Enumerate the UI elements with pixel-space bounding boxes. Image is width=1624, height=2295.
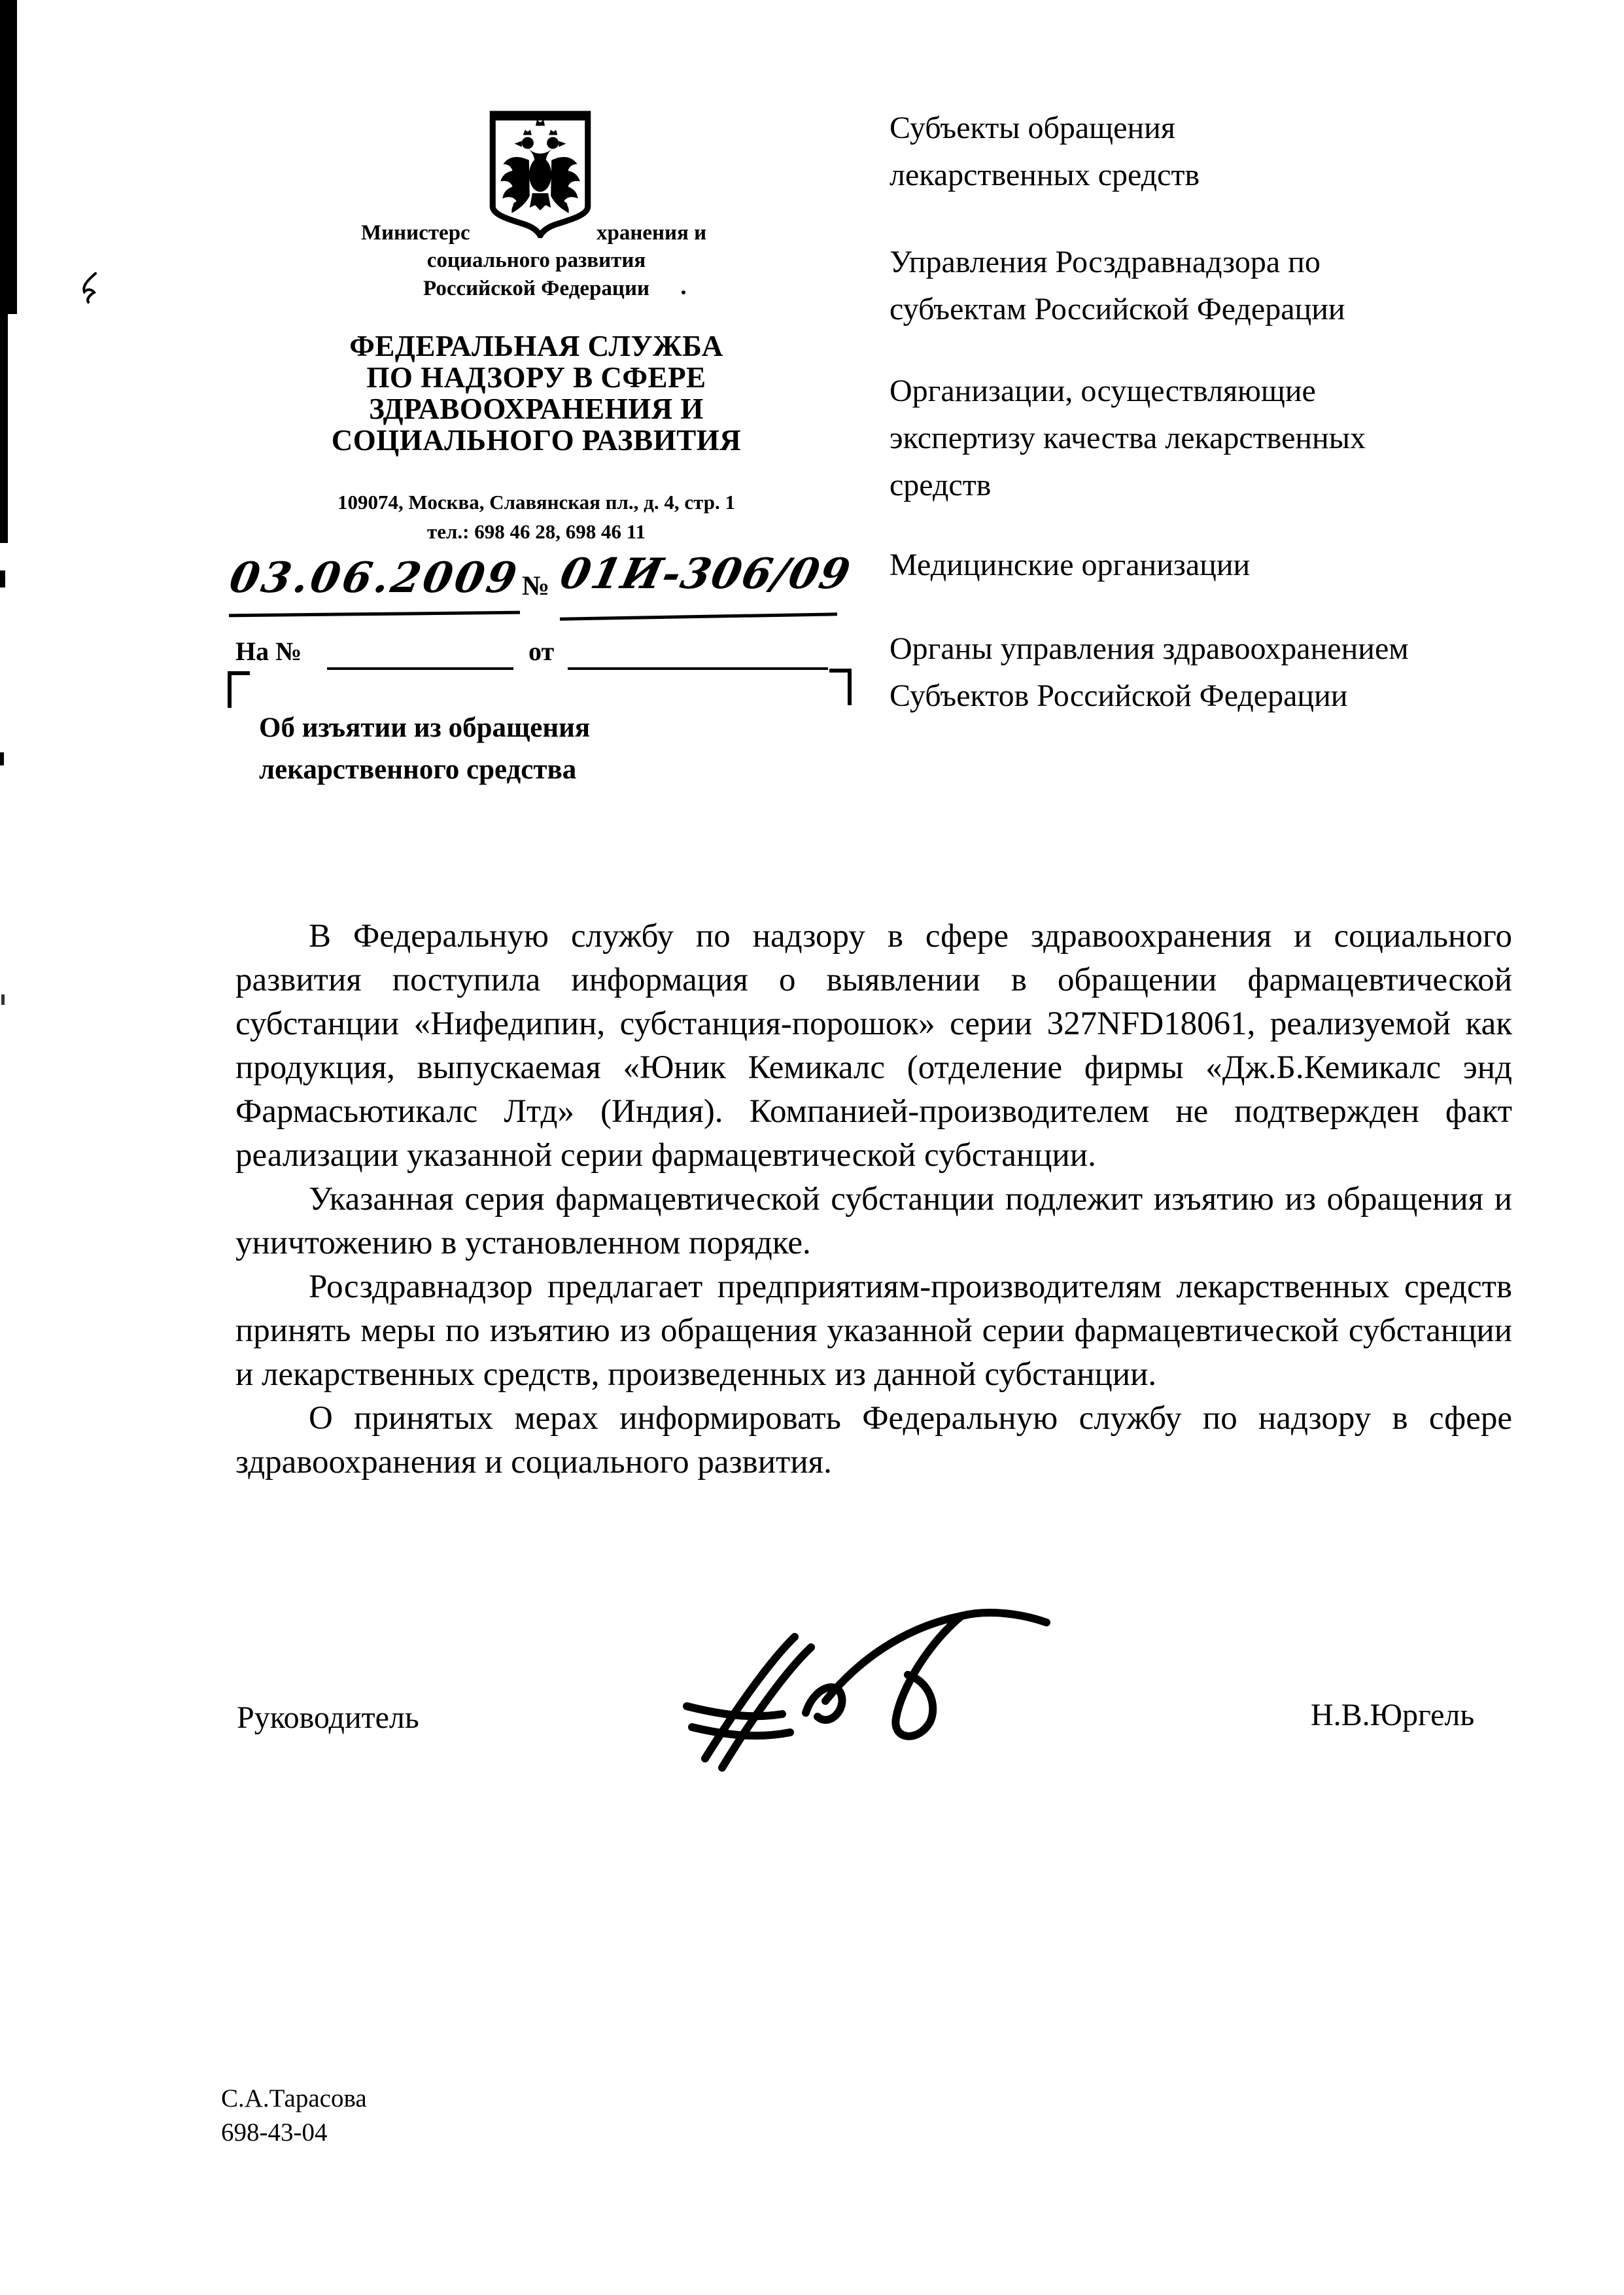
address-line: 109074, Москва, Славянская пл., д. 4, стр. 1	[337, 491, 735, 514]
subject-line1: Об изъятии из обращения	[259, 712, 591, 743]
recipient-line: субъектам Российской Федерации	[890, 292, 1345, 326]
scan-artifact-bar	[0, 314, 8, 543]
body-paragraph: Указанная серия фармацевтической субстанции подлежит изъятию из обращения и уничтожению в установленном порядке.	[235, 1181, 1512, 1261]
body-paragraph: Росздравнадзор предлагает предприятиям-производителям лекарственных средств принять меры по изъятию из обращения указанной серии фармацевтической субстанции и лекарственных средств, произведенных из данной субстанции.	[235, 1269, 1512, 1393]
addressee-corner-bracket-right	[829, 669, 852, 705]
numero-sign: №	[522, 571, 550, 601]
service-title-line3: ЗДРАВООХРАНЕНИЯ И	[369, 393, 704, 425]
reply-from-label: от	[528, 637, 555, 666]
addressee-corner-bracket-left	[228, 671, 250, 708]
recipient-line: Организации, осуществляющие	[890, 374, 1316, 408]
ministry-name-line2: социального развития	[426, 249, 646, 272]
service-title-line4: СОЦИАЛЬНОГО РАЗВИТИЯ	[331, 424, 742, 457]
recipient-block	[890, 542, 1250, 589]
recipient-block	[890, 105, 1200, 199]
subject-line2: лекарственного средства	[259, 754, 577, 785]
squiggle-mark	[73, 270, 102, 305]
service-title-line1: ФЕДЕРАЛЬНАЯ СЛУЖБА	[349, 330, 723, 362]
phone-line: тел.: 698 46 28, 698 46 11	[427, 520, 646, 543]
executor-name: С.А.Тарасова	[221, 2084, 367, 2112]
body-paragraph: В Федеральную службу по надзору в сфере здравоохранения и социального развития поступила информация о выявлении в обращении фармацевтической субстанции «Нифедипин, субстанция-порошок» серии 327NFD18061, реализуемой как продукция, выпускаемая «Юник Кемикалс (отделение фирмы «Дж.Б.Кемикалс энд Фармасьютикалс Лтд» (Индия). Компанией-производителем не подтвержден факт реализации указанной серии фармацевтической субстанции.	[235, 918, 1512, 1174]
recipient-line: средств	[890, 468, 992, 502]
scan-artifact-speck	[0, 570, 5, 587]
ministry-name-line3: Российской Федерации	[423, 277, 649, 300]
ref-number-underline	[560, 612, 837, 620]
scan-artifact-speck	[1, 994, 5, 1005]
ministry-name-line1-right: хранения и	[596, 221, 707, 245]
executor-phone: 698-43-04	[221, 2118, 328, 2146]
recipient-line: экспертизу качества лекарственных	[890, 421, 1366, 455]
recipient-line: Субъекты обращения	[890, 111, 1175, 145]
reply-number-blank	[327, 667, 513, 670]
ref-number-handwritten: 01И-306/09	[556, 550, 856, 599]
recipient-block	[890, 625, 1409, 720]
recipient-line: Управления Росздравнадзора по	[890, 245, 1321, 279]
signer-name: Н.В.Юргель	[1311, 1698, 1475, 1732]
reply-number-label: На №	[235, 637, 302, 666]
reply-date-blank	[568, 667, 828, 670]
signer-title: Руководитель	[237, 1700, 419, 1735]
letter-body	[235, 915, 1512, 1484]
recipient-line: Субъектов Российской Федерации	[890, 678, 1348, 713]
recipient-block	[890, 368, 1366, 509]
recipient-line: Медицинские организации	[890, 548, 1251, 582]
ref-date-handwritten: 03.06.2009	[226, 553, 523, 603]
ref-date-underline	[229, 611, 520, 618]
scan-artifact-dot	[682, 290, 685, 294]
service-title-line2: ПО НАДЗОРУ В СФЕРЕ	[366, 361, 706, 394]
russia-coat-of-arms-icon	[487, 109, 594, 238]
ministry-name-line1-left: Министерс	[361, 221, 470, 245]
scan-artifact-bar	[0, 0, 17, 314]
recipient-line: Органы управления здравоохранением	[890, 631, 1409, 666]
handwritten-signature-icon	[654, 1596, 1073, 1793]
body-paragraph: О принятых мерах информировать Федеральную службу по надзору в сфере здравоохранения и социального развития.	[235, 1400, 1512, 1480]
executor-block	[221, 2082, 367, 2150]
recipient-block	[890, 239, 1345, 333]
recipient-line: лекарственных средств	[890, 158, 1200, 192]
scan-artifact-speck	[0, 752, 4, 765]
